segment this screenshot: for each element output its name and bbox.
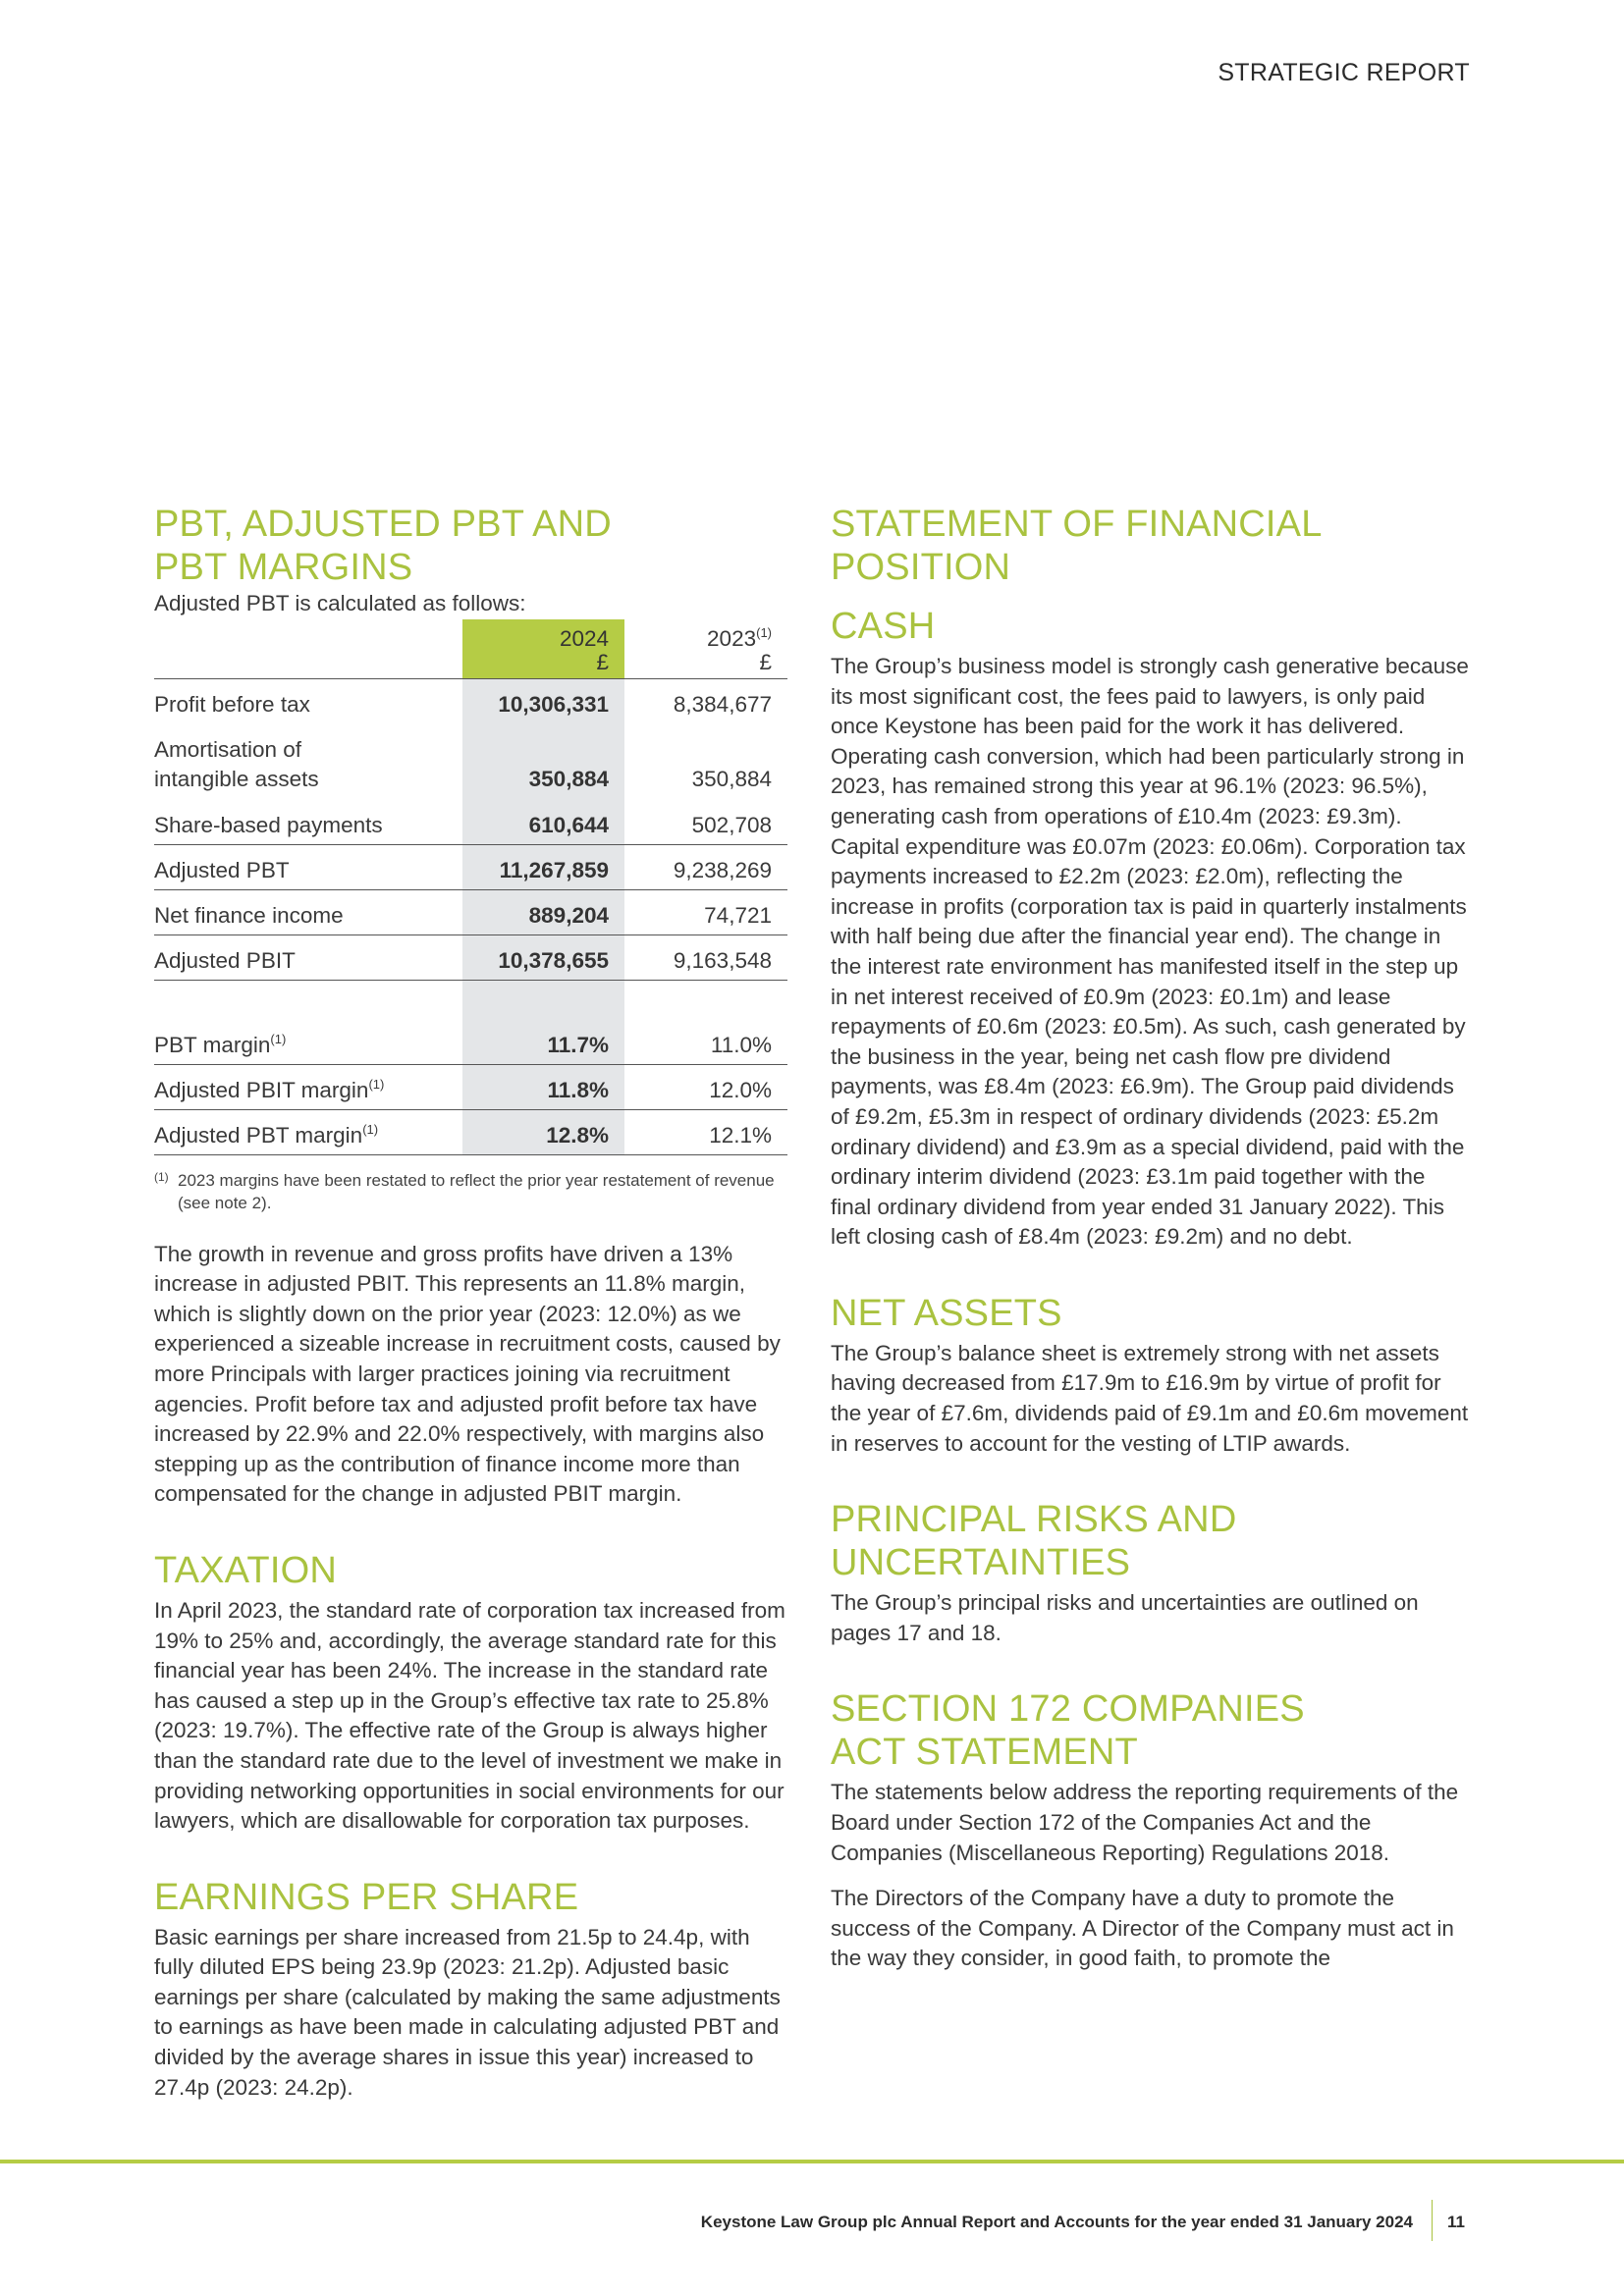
table-spacer-row <box>154 980 787 1020</box>
taxation-heading: TAXATION <box>154 1549 337 1591</box>
cash-body: The Group’s business model is strongly cash generative because its most significant cost, the fees paid to lawyers, is only paid once Keystone has been paid for the work it has delivered. Operating cash conversion, which had been particularly strong in 2023, has remained strong this year at 96.1% (2023: 96.5%), generating cash from operations of £10.4m (2023: £9.3m). Capital expenditure was £0.07m (2023: £0.06m). Corporation tax payments increased to £2.2m (2023: £2.0m), reflecting the increase in profits (corporation tax is paid in quarterly instalments with half being due after the financial year end). The change in the interest rate environment has manifested itself in the step up in net interest received of £0.9m (2023: £0.1m) and lease repayments of £0.6m (2023: £0.5m). As such, cash generated by the business in the year, being net cash flow pre dividend payments, was £8.4m (2023: £6.9m). The Group paid dividends of £9.2m, £5.3m in respect of ordinary dividends (2023: £5.2m ordinary dividend) and £3.9m as a special dividend, paid with the ordinary interim dividend (2023: £3.1m paid together with the final ordinary dividend from year ended 31 January 2022). This left closing cash of £8.4m (2023: £9.2m) and no debt. <box>831 654 1469 1250</box>
net-assets-section <box>831 1292 1470 1459</box>
col-2023-header: 2023$^{(1)}$ £ <box>624 619 787 679</box>
table-row: Share-based payments 610,644 502,708 <box>154 800 787 845</box>
table-footnote: (1) 2023 margins have been restated to reflect the prior year restatement of revenue (see note 2). <box>154 1169 775 1212</box>
table-row: Adjusted PBIT margin$^{(1)}$ 11.8% 12.0% <box>154 1064 787 1109</box>
footer-title: Keystone Law Group plc Annual Report and Accounts for the year ended 31 January 2024 <box>700 2213 1413 2231</box>
table-row: PBT margin$^{(1)}$ 11.7% 11.0% <box>154 1020 787 1065</box>
table-row: Net finance income 889,204 74,721 <box>154 889 787 934</box>
s172-heading: SECTION 172 COMPANIES ACT STATEMENT <box>831 1688 1305 1774</box>
risks-heading: PRINCIPAL RISKS AND UNCERTAINTIES <box>831 1499 1237 1584</box>
pbt-heading-line1: PBT, ADJUSTED PBT AND <box>154 504 612 545</box>
eps-body: Basic earnings per share increased from 21.5p to 24.4p, with fully diluted EPS being 23.9p (2023: 21.2p). Adjusted basic earnings per share (calculated by making the same adjustments to earnings as have been made in calculating adjusted PBT and divided by the average shares in issue this year) increased to 27.4p (2023: 24.2p). <box>154 1924 781 2100</box>
page-number: 11 <box>1447 2213 1465 2231</box>
net-assets-heading: NET ASSETS <box>831 1292 1062 1334</box>
eps-heading: EARNINGS PER SHARE <box>154 1876 579 1918</box>
taxation-section <box>154 1549 787 1837</box>
risks-body: The Group’s principal risks and uncertainties are outlined on pages 17 and 18. <box>831 1590 1419 1645</box>
pbt-intro: Adjusted PBT is calculated as follows: <box>154 591 526 615</box>
left-column <box>154 503 787 2103</box>
s172-body-1: The statements below address the reporting requirements of the Board under Section 172 of the Companies Act and the Companies (Miscellaneous Reporting) Regulations 2018. <box>831 1780 1459 1865</box>
risks-section <box>831 1498 1470 1648</box>
sofp-heading: STATEMENT OF FINANCIAL POSITION <box>831 504 1323 588</box>
table-row: Amortisation of intangible assets 350,884 350,884 <box>154 723 787 800</box>
cash-heading: CASH <box>831 606 936 647</box>
pbt-heading-line2: PBT MARGINS <box>154 547 413 588</box>
right-column <box>831 503 1470 1974</box>
s172-body-2: The Directors of the Company have a duty to promote the success of the Company. A Director of the Company must act in the way they consider, in good faith, to promote the <box>831 1886 1454 1971</box>
net-assets-body: The Group’s balance sheet is extremely strong with net assets having decreased from £17.9m to £16.9m by virtue of profit for the year of £7.6m, dividends paid of £9.1m and £0.6m movement in reserves to account for the vesting of LTIP awards. <box>831 1340 1469 1456</box>
footer-rule <box>0 2160 1624 2163</box>
s172-section <box>831 1687 1470 1974</box>
table-row: Adjusted PBT 11,267,859 9,238,269 <box>154 844 787 889</box>
section-label: STRATEGIC REPORT <box>1218 59 1470 86</box>
footer-divider <box>1432 2200 1433 2241</box>
col-2024-header: 2024 £ <box>462 619 624 679</box>
pbt-heading <box>154 503 787 589</box>
table-row: Adjusted PBT margin$^{(1)}$ 12.8% 12.1% <box>154 1109 787 1154</box>
table-row: Profit before tax 10,306,331 8,384,677 <box>154 678 787 723</box>
eps-section <box>154 1876 787 2104</box>
taxation-body: In April 2023, the standard rate of corporation tax increased from 19% to 25% and, accordingly, the average standard rate for this financial year has been 24%. The increase in the standard rate has caused a step up in the Group’s effective tax rate to 25.8% (2023: 19.7%). The effective rate of the Group is always higher than the standard rate due to the level of investment we make in providing networking opportunities in social environments for our lawyers, which are disallowable for corporation tax purposes. <box>154 1597 785 1834</box>
table-header-row <box>154 619 787 679</box>
pbt-table <box>154 619 787 1155</box>
pbt-body: The growth in revenue and gross profits have driven a 13% increase in adjusted PBIT. This represents an 11.8% margin, which is slightly down on the prior year (2023: 12.0%) as we experienced a sizeable increase in recruitment costs, caused by more Principals with larger practices joining via recruitment agencies. Profit before tax and adjusted profit before tax have increased by 22.9% and 22.0% respectively, with margins also stepping up as the contribution of finance income more than compensated for the change in adjusted PBIT margin. <box>154 1241 781 1507</box>
table-row: Adjusted PBIT 10,378,655 9,163,548 <box>154 934 787 980</box>
